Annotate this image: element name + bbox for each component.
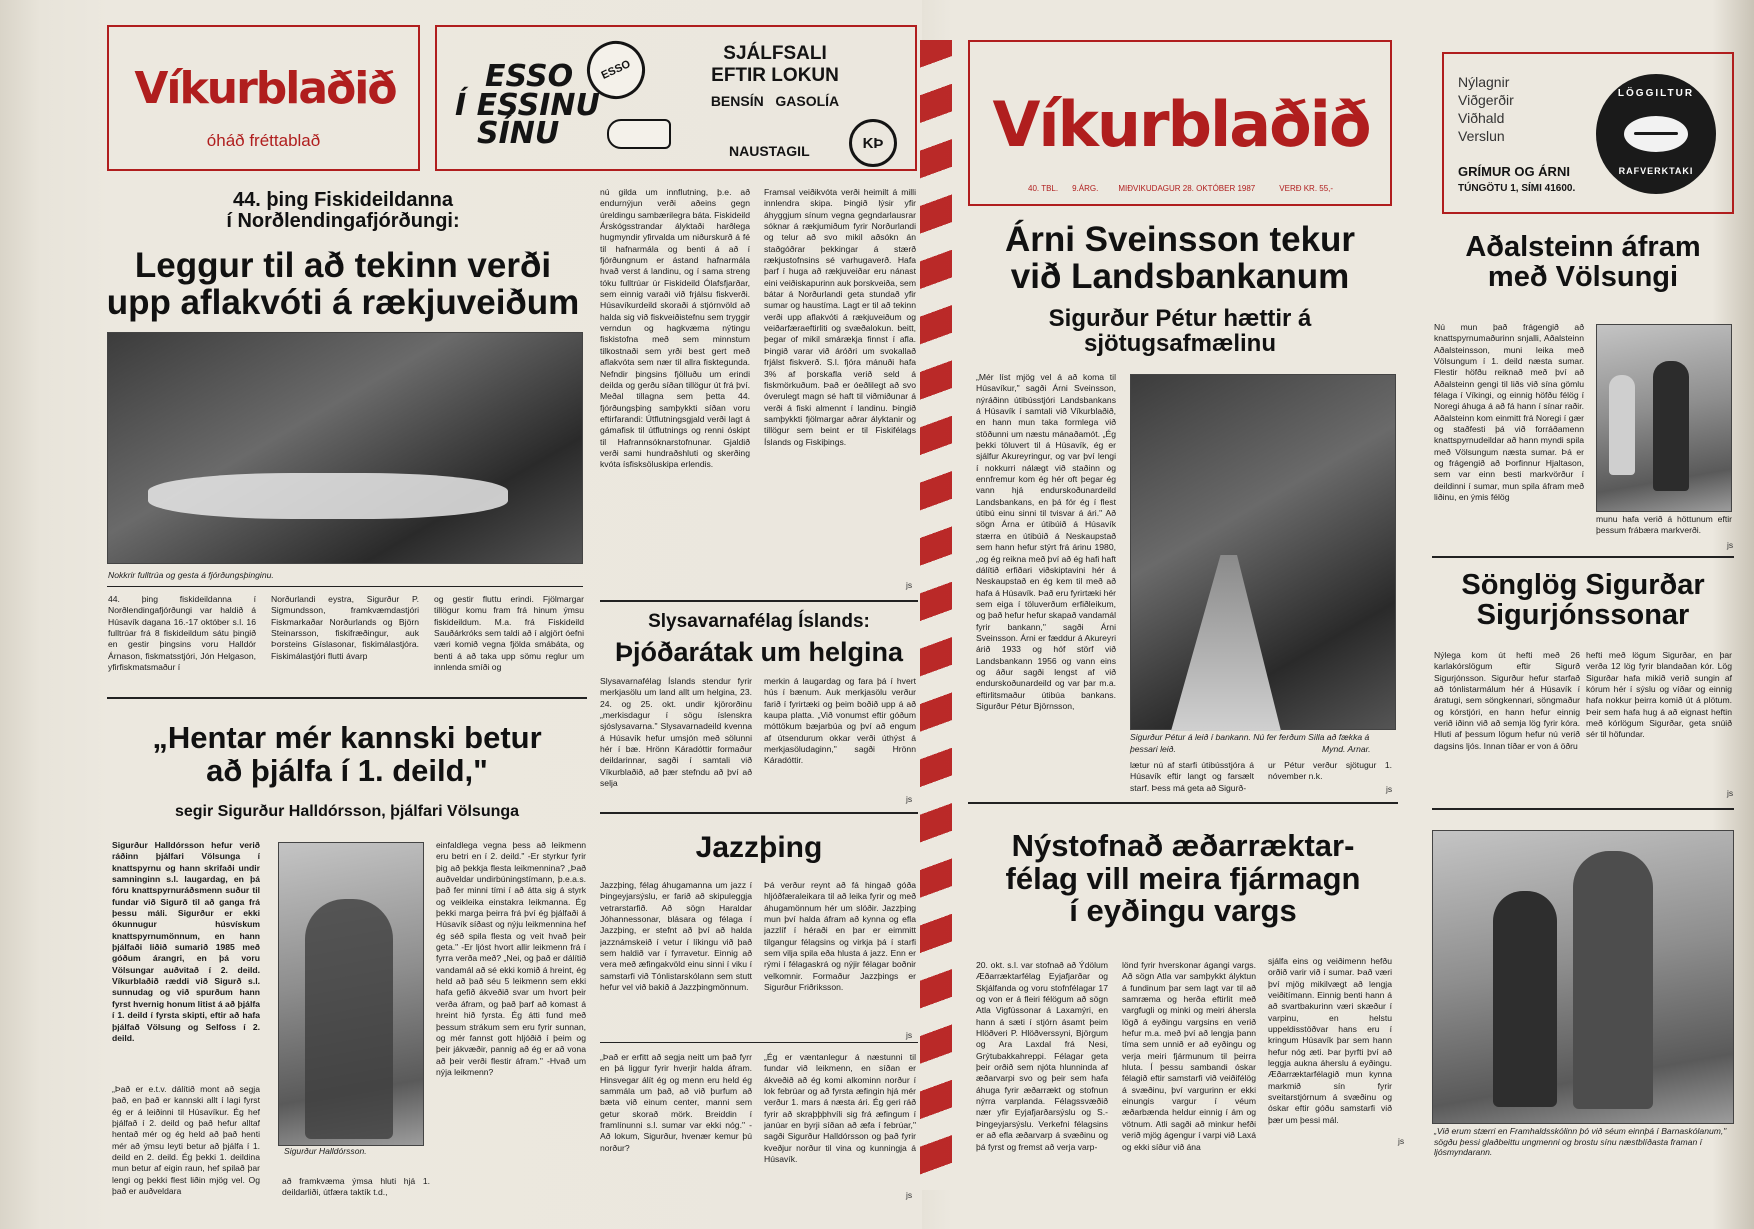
r-article4-photo-caption: „Við erum stærri en Framhaldsskólinn þó við séum einnþá í Barnaskólanum," sögðu þessi glaðbeittu ungmenni og brostu sínu næstblíðasta framan í ljósmyndarann. (1434, 1126, 1727, 1158)
r-article1-col3: ur Pétur verður sjötugur 1. nóvember n.k. (1268, 760, 1392, 782)
r-article4-headline (968, 830, 1398, 928)
article1-headline-2: upp aflakvóti á rækjuveiðum (106, 282, 580, 322)
article3-photo (278, 842, 424, 1146)
article4-col1: Jazzþing, félag áhugamanna um jazz í Þingeyjarsýslu, er farið að skipuleggja vetrarstarfið. Að sögn Haraldar Jóhannessonar, blásara og félaga í Jazzþing, er stefnt að því að halda jazznámskeið í vetur í líkingu við það sem haldið var í fyrravetur. Einnig að vera með æfingakvöld einu sinni í viku í samstarfi við Tónlistarskólann sem stutt hefur vel við bakið á Jazzþingmönnum. (600, 880, 752, 993)
r-article3-sig: js (1727, 788, 1734, 798)
article4-sig2: js (906, 1190, 913, 1200)
article3-headline (107, 722, 587, 787)
article3-col2b: að framkvæma ýmsa hluti hjá 1. deildarliði, útfæra taktík t.d., (282, 1176, 430, 1198)
issue-date: MIÐVIKUDAGUR 28. OKTÓBER 1987 (1118, 184, 1256, 193)
r-article1-col1: „Mér líst mjög vel á að koma til Húsavíkur," sagði Árni Sveinsson, nýráðinn útibússtjóri Landsbankans á Húsavík í samtali við Víkurblaðið, en hann mun taka formlega við stöðunni um næstu mánaðamót. „Ég þekki töluvert til á Húsavík, ég er sjálfur Akureyringur, og var því lengi í nokkurri nálægt við staðinn og ennfremur kom ég hér oft þegar ég vann hjá endurskoðunardeild Landsbankans, en þá fór ég í flest útibú einu sinni til tvisvar á ári." Að sögn Árna er útibúið á Húsavík stærra en útibúið á Neskaupstað sem hann hefur stýrt frá árinu 1980, „og ég reikna með því að ég hafi haft dálítið erfiðari viðskiptavini hér á Neskaupstað en ég kem til með að hafa á Húsavík. Það eru fyrirtæki hér sem eiga í töluverðum erfiðleikum, og það hefur hefur skapað vandamál fyrir bankann," sagði Árni Sveinsson. Árni er fæddur á Akureyri árið 1933 og hóf störf við Landsbankann 1956 og vann eins og áður sagði lengst af við endurskoðunardeild og var þar m.a. eftirlitsmaður útibúa bankans. Sigurður Pétur Björnsson, (976, 372, 1116, 711)
article2-kicker: Slysavarnafélag Íslands: (648, 611, 870, 632)
r-article1-col2: lætur nú af starfi útibússtjóra á Húsavík eftir langt og farsælt starf. Þess má geta að Sigurð- (1130, 760, 1254, 793)
hand-icon (607, 119, 671, 149)
rule (600, 812, 918, 814)
rafverktaki-badge-icon (1596, 74, 1716, 194)
esso-pump-label: ESSO (599, 58, 633, 82)
r-article3-col1: Nýlega kom út hefti með 26 karlakórslögum eftir Sigurð Sigurjónsson. Sigurður hefur starfað að tónlistarmálum hér á Húsavík í áratugi, sem söngkennari, söngmaður og kórstjóri, en hann hefur einnig verið iðinn við að semja lög fyrir kóra. Hluti af þessum lögum hefur nú verið dagsins ljós. Innan tíðar er von á öðru (1434, 650, 1580, 751)
esso-line-2: EFTIR LOKUN (711, 65, 839, 86)
esso-ad (435, 25, 917, 171)
esso-line-3: BENSÍN GASOLÍA (710, 93, 840, 109)
ad-line-4: Verslun (1458, 127, 1505, 144)
rule (1432, 808, 1734, 810)
rule (1432, 556, 1734, 558)
kth-logo-text: KÞ (862, 134, 884, 152)
article2-headline: Þjóðarátak um helgina (614, 637, 904, 667)
article4-col2: Þá verður reynt að fá hingað góða hljóðfæraleikara til að leika fyrir og með áhugamönnum hér um slóðir. Jazzþing mun því halda áfram að kynna og efla jazzlíf í héraði en þar er eimmitt tilgangur félagsins og virkja þá í starfi sem vilja spila eða hlusta á jazz. Enn er rými í félagaskrá og nýjir félagar boðnir velkomnir. Formaður Jazzþings er Sigurður Friðriksson. (764, 880, 916, 993)
issue-number: 40. TBL. (1028, 184, 1059, 193)
article1-photo-caption: Nokkrir fulltrúa og gesta á fjórðungsþinginu. (108, 570, 274, 580)
esso-line-4: NAUSTAGIL (729, 143, 810, 159)
article1-col4: nú gilda um innflutning, þ.e. að endurnýjun verði aðeins gegn úreldingu sambærilegra báta. Fiskideild Árskógsstrandar ályktaði harðlega hugmyndir yfirvalda um niðurskurð á fé til hafnarmála og benti á að í fjórðungnum er ástand hafnarmála hvað verst á landinu, og í sama streng tóku fulltrúar úr Fiskideild Ólafsfjarðar, sem einnig varaði við frjálsu fiskverði. Húsavíkurdeild skoraði á stjórnvöld að halda sig við fiskveiðistefnu sem tryggir verndun og hagkvæma nýtingu fiskistofna með sem minnstum tilkostnaði sem yrði best gert með aflakvóta sem nær til allra fisktegunda. Nefndir þingsins fjölluðu um erindi deilda og gerðu síðan tillögur út frá því. Meðal tillagna sem þetta 44. fjórðungsþing samþykkti síðan voru eftirfarandi: Útflutningsgjald verði lagt á gámafisk til útflutnings og renni óskipt til Hafrannsóknarstofnunar. Gjaldið verði sami hundraðshluti og skerðing kvóta ísfisksöluskipa erlendis. (600, 187, 750, 470)
r-article3-headline (1432, 570, 1734, 631)
r-article1-sig: js (1386, 784, 1393, 794)
r-article3-headline-1: Sönglög Sigurðar (1461, 569, 1705, 601)
r-article4-headline-1: Nýstofnað æðarræktar- (1011, 828, 1355, 863)
article1-col5: Framsal veiðikvóta verði heimilt á milli innlendra skipa. Þingið lýsir yfir áhyggjum sínum vegna gegndarlausrar sóknar á rækjumiðum fyrir Norðurlandi og telur að svo mikil aðsókn án staðgóðrar þekkingar á stærð rækjustofnsins sé varhugaverð. Hafa þarf í huga að rækjuveiðar eru nánast eini veiðiskapurinn auk þorskveiða, sem bátar á Norðurlandi geta stundað yfir sumar og haustíma. Lagt er til að tekinn verði upp aflakvóti á rækjuveiðum og veiðarfæraeftirliti og svæðalokun. beitt, þegar of mikil smárækja finnst í afla. Þingið varar við áróðri um svokallað frjálst fiskverð. S.l. fjóra mánuði hafa 3% af þorskafla verið seld á fiskmörkuðum. Það er óeðlilegt að svo óverulegt magn sé haft til viðmiðunar á verði á fiski almennt í landinu. Þingið samþykkti fjölmargar aðrar ályktanir og tillögur sem beint er til Fiskifélags Íslands og Fiskiþings. (764, 187, 916, 447)
r-article4-headline-3: í eyðingu vargs (1069, 893, 1297, 929)
r-article1-subhead-2: sjötugsafmælinu (1083, 330, 1276, 358)
r-article2-photo-caption: munu hafa verið á höttunum eftir þessum frábæra markverði. (1596, 514, 1732, 536)
article1-photo (107, 332, 583, 564)
rafverktaki-lines (1458, 74, 1514, 146)
r-article2-col1: Nú mun það frágengið að knattspyrnumaðurinn snjalli, Aðalsteinn Aðalsteinsson, muni leika með Völsungum í 1. deild næsta sumar. Flestir höfðu reiknað með því að Aðalsteinn gengi til liðs við sína gömlu félaga í Víkingi, og einnig höfðu félög í Noregi áhuga á að fá hann í sínar raðir. Aðalsteinn kom einmitt frá Noregi í gær og staðfesti þá við forráðamenn knattspyrnudeildar að hann myndi spila með Völsungum næsta sumar. Þá er og frágengið að Þorfinnur Hjaltason, sem var einn besti markvörður í deildinni í sumar, mun spila áfram með liðinu, en ýmis félög (1434, 322, 1584, 503)
article3-photo-caption: Sigurður Halldórsson. (284, 1146, 367, 1156)
esso-slogan-3: SÍNU (477, 116, 560, 151)
player-figure (1653, 361, 1689, 491)
article3-lead: Sigurður Halldórsson hefur verið ráðinn þjálfari Völsunga í knattspyrnu og hann skrifaði undir samninginn s.l. laugardag, en þá fóru knattspyrnuráðsmenn suður til fundar við Sigurð til að ganga frá þessu máli. Sigurður er ekki ókunnugur húsvískum knattspyrnumönnum, en hann þjálfaði liðið sumarið 1985 með góðum árangri, en þá voru Völsungar auðvitað í 2. deild. Víkurblaðið ræddi við Sigurð s.l. sunnudag og við spurðum hann fyrst hvernig honum litist á að þjálfa í 1. deild í fyrsta skipti, eftir að hafa þjálfað Völsung og Selfoss í 2. deild. (112, 840, 260, 1043)
r-article4-sig: js (1398, 1136, 1405, 1146)
ad-line-2: Viðgerðir (1458, 91, 1514, 108)
r-article1-photo-caption-2: þessari leið. (1130, 744, 1176, 754)
article1-headline (100, 248, 586, 322)
r-article1-headline (968, 222, 1392, 296)
r-article1-subhead-1: Sigurður Pétur hættir á (1048, 305, 1312, 332)
r-article3-col2: hefti með lögum Sigurðar, en þar verða 12 lög fyrir blandaðan kór. Lög Sigurðar hafa mikið verið sungin af kórum hér í sýslu og víðar og einnig hafa nokkur þeirra komið út á plötum. Þeir sem hafa hug á að eignast heftin með kórlögum Sigurðar, geta snúið sér til höfundar. (1586, 650, 1732, 740)
esso-slogan-2: Í ESSINU (455, 87, 600, 123)
article2-col1: Slysavarnafélag Íslands stendur fyrir merkjasölu um land allt um helgina, 23. 24. og 25. okt. undir kjörorðinu „merkisdagur í sögu íslenskra sjóslysavarna." Slysavarnadeild kvenna á Húsavík hefur umsjón með sölunni hér í bæ. Hrönn Káradóttir formaður deildarinnar, sagði í samtali við Víkurblaðið, að þær stefndu að því að selja (600, 676, 752, 789)
article2-col2: merkin á laugardag og fara þá í hvert hús í bænum. Auk merkjasölu verður farið í fyrirtæki og þeim boðið upp á að kaupa platta. „Við vonumst eftir góðum móttökum bæjarbúa og því að engum af útsendurum okkar verði úthýst á merkjasöludaginn," sagði Hrönn Káradóttir. (764, 676, 916, 766)
article1-kicker (107, 190, 579, 232)
r-article4-col1: 20. okt. s.l. var stofnað að Ýdölum Æðarræktarfélag Eyjafjarðar og Skjálfanda og voru stofnfélagar 17 og von er á fleiri félögum að sögn Atla Vigfússonar á Laxamýri, en hann á sæti í stjórn ásamt þeim Hlöðveri P. Hlöðverssyni, Björgum og Ara Laxdal frá Nesi, Grýtubakkahreppi. Félagar geta þeir orðið sem njóta hlunninda af æðarvarpi svo og þeir sem hafa áhuga fyrir æðarrækt og stofnun nýrra varplanda. Félagssvæðið nær yfir Eyjafjarðarsýslu og S.-Þingeyjarsýslu. Verkefni félagsins er að efla æðarvarp á svæðinu og þá fyrst og fremst að verja varp- (976, 960, 1108, 1152)
masthead-box-left (107, 25, 420, 171)
badge-top-text: LÖGGILTUR (1617, 88, 1695, 99)
r-article1-subhead (968, 306, 1392, 356)
article3-col2: einfaldlega vegna þess að leikmenn eru betri en í 2. deild." -Er styrkur fyrir þig að þekkja flesta leikmennina? „Það auðveldar undirbúningstímann, þ.e.a.s. það fer minni tími í að átta sig á styrk og veikleika einstakra leikmanna. Ég þekki marga þeirra frá því ég þjálfaði á Húsavík síðast og nýju leikmennina hef ég séð spila flesta og veit hvað þeir geta." -Er ljóst hvort allir leikmenn frá í fyrra verða með? „Nei, og það er dálítið vandamál að sé ekki komið á hreint, ég held að það séu 5 leikmenn sem ekki hafa gefið ákveðið svar um hvort þeir verða áfram, og það þarf að komast á hreint hið fyrsta. Ég átti fund með þessum strákum sem eru fyrir sunnan, og mér fannst gott hljóðið í þeim og þeir jákvæðir, pannig að ég er að vona að þeir verði flestir áfram." -Hvað um nýja leikmenn? (436, 840, 586, 1077)
r-article2-sig: js (1727, 540, 1734, 550)
sine-wave-icon (1624, 116, 1688, 152)
player-figure (1609, 375, 1635, 475)
r-article2-photo (1596, 324, 1732, 512)
article1-headline-1: Leggur til að tekinn verði (134, 246, 552, 285)
article2-sig: js (906, 794, 913, 804)
article4-sig: js (906, 1030, 913, 1040)
rule (107, 697, 587, 699)
r-article1-headline-2: við Landsbankanum (1010, 256, 1350, 296)
issue-year: 9.ÁRG. (1072, 184, 1099, 193)
masthead-infobar (978, 184, 1384, 193)
ad-line-3: Viðhald (1458, 109, 1505, 126)
r-article2-headline-1: Aðalsteinn áfram (1465, 231, 1701, 263)
child-figure (1493, 891, 1557, 1107)
article3-col1b: „Það er e.t.v. dálítið mont að segja það, en það er kannski allt í lagi fyrst ég er á leiðinni til Húsavíkur. Ég hef þjálfað í 2. deild og það hefur alltaf hentað mér og ég held að það henti mér að ýmsu leyti betur að þjálfa í 1. deild en 2. deild. Ég þekki 1. deildina mun betur af eigin raun, hef spilað þar lengi og þekki flest liðin mjög vel. Og það er auðveldara (112, 1084, 260, 1196)
masthead-logo-right: Víkurblaðið (992, 88, 1370, 161)
rule (968, 802, 1398, 804)
r-article2-headline (1432, 232, 1734, 293)
r-article2-headline-2: með Völsungi (1487, 261, 1679, 294)
ad-line-1: Nýlagnir (1458, 74, 1510, 90)
table-shape (148, 473, 508, 519)
article3-headline-2: að þjálfa í 1. deild," (206, 752, 488, 788)
ad-name: GRÍMUR OG ÁRNI (1458, 164, 1570, 179)
r-article1-photo (1130, 374, 1396, 730)
child-figure (1573, 851, 1653, 1109)
gutter-stripe (920, 40, 952, 1190)
r-article1-photo-caption-1: Sigurður Pétur á leið í bankann. Nú fer ferðum Silla að fækka á (1130, 732, 1370, 742)
article1-col2: Norðurlandi eystra, Sigurður P. Sigmundsson, framkvæmdastjóri Fiskmarkaðar Norðurlands og Björn Steinarsson, fiskifræðingur, auk Þorsteins Gíslasonar, fiskimálastjóra. Fiskimálastjóri flutti ávarp (271, 594, 419, 661)
road-shape (1171, 555, 1281, 731)
r-article1-headline-1: Árni Sveinsson tekur (1004, 220, 1356, 259)
rule (107, 586, 583, 587)
article1-col3: og gestir fluttu erindi. Fjölmargar tillögur komu fram frá hinum ýmsu fiskideildum. M.a. frá Fiskideild Sauðárkróks sem taldi að í algjört óefni væri komið vegna fjölda smábáta, og benti á að taka upp sömu reglur um innlenda smíði og (434, 594, 584, 673)
article3-subhead: segir Sigurður Halldórsson, þjálfari Völsunga (174, 803, 520, 820)
r-article3-headline-2: Sigurjónssonar (1476, 599, 1690, 632)
article4-headline: Jazzþing (695, 831, 823, 864)
person-figure (305, 899, 393, 1139)
badge-bottom-text: RAFVERKTAKI (1618, 166, 1694, 176)
r-article4-col3: sjálfa eins og veiðimenn hefðu orðið varir við í sumar. Það væri því mjög mikilvægt að lengja veiðitímann. Einnig benti hann á að svartbakurinn væri skæður í varpinu, en helstu uppeldisstöðvar hans eru í kringum Húsavík þar sem hann hefur nóg æti. Þar þyrfti því að leggja aukna áherslu á eyðingu. Æðarræktarfélagið mun kynna markmið sín fyrir sveitarstjórnum á svæðinu og óskar eftir góðu samstarfi við þær um þessi mál. (1268, 956, 1392, 1125)
ad-address: TÚNGÖTU 1, SÍMI 41600. (1458, 183, 1576, 194)
right-page (922, 0, 1754, 1229)
rule (600, 1042, 918, 1043)
rule (600, 600, 918, 602)
article3-headline-1: „Hentar mér kannski betur (152, 720, 542, 755)
rafverktaki-ad (1442, 52, 1734, 214)
r-article1-photo-credit: Mynd. Arnar. (1322, 744, 1371, 754)
article1-kicker-2: í Norðlendingafjórðungi: (226, 210, 460, 232)
masthead-tagline: óháð fréttablað (206, 131, 321, 150)
article4-quote-col2: „Ég er væntanlegur á næstunni til fundar við leikmenn, en síðan er ákveðið að ég komi alkominn norður í lok febrúar og að fyrsta æfingin hjá mér verður 1. mars á næsta ári. Ég geri ráð fyrir að skraþþþhvíli sig frá æfingum í janúar en byrji síðan að æfa í febrúar," sagði Sigurður Halldórsson og það fyrir kveðjur norður til vina og kunningja á Húsavík. (764, 1052, 916, 1165)
kth-logo (849, 119, 897, 167)
masthead-logo: Víkurblaðið (134, 63, 396, 114)
esso-line-1: SJÁLFSALI (723, 43, 827, 64)
article1-col1: 44. þing fiskideildanna í Norðlendingafjórðungi var haldið á Húsavík dagana 16.-17 október s.l. 16 fulltrúar frá 8 fiskideildum sátu þingið en gestir þingsins voru Halldór Árnason, fiskmatsstjóri, Jón Helgason, yfirfiskmatsmaður í (108, 594, 256, 673)
article4-quote-col1: „Það er erfitt að segja neitt um það fyrr en þá liggur fyrir hverjir halda áfram. Hinsvegar álít ég og menn eru held ég sammála um það, að við þurfum að bæta við einum center, manni sem getur skorað mörk. Breiddin í framlínunni s.l. sumar var ekki nóg." -Að lokum, Sigurður, hvenær kemur þú norður? (600, 1052, 752, 1153)
r-article4-headline-2: félag vill meira fjármagn (1005, 860, 1361, 896)
issue-price: VERÐ KR. 55,- (1279, 184, 1334, 193)
esso-ad-lines (675, 43, 875, 109)
masthead-box-right (968, 40, 1392, 206)
article1-sig: js (906, 580, 913, 590)
article1-kicker-1: 44. þing Fiskideildanna (232, 189, 454, 211)
esso-slogan-1: ESSO (485, 59, 574, 94)
r-article4-photo (1432, 830, 1734, 1124)
r-article4-col2: lönd fyrir hverskonar ágangi vargs. Að sögn Atla var samþykkt ályktun á fundinum þar sem lagt var til að samræma og herða eftirlit með vargfugli og minki og meiri áhersla lögð á eyðingu vargsins en verið hefur m.a. með því að lengja þann tíma sem unnið er að eyðingu og verja meiri fjármunum til þeirra hluta. Í þessu sambandi óskar félagið eftir samstarfi við veiðifélög á svæðinu, því vargurinn er ekki einungis vargur í véum æðarbænda heldur einnig í ám og vötnum. Atli sagði að minkur hefði verið mjög ágengur í varpi við Laxá og ekki síður við ána (1122, 960, 1256, 1152)
